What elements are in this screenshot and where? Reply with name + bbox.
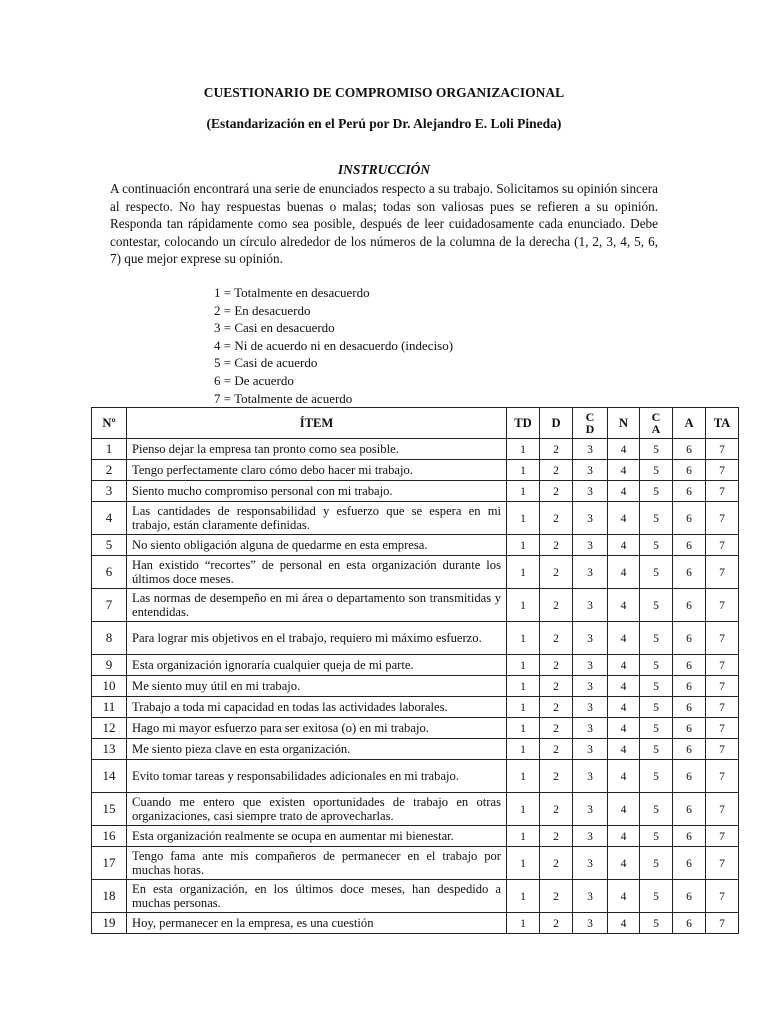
score-option-1[interactable]: 1 xyxy=(507,622,540,655)
header-cd-d: D xyxy=(585,422,595,436)
score-option-5[interactable]: 5 xyxy=(640,913,673,934)
score-option-7[interactable]: 7 xyxy=(706,676,739,697)
score-option-1[interactable]: 1 xyxy=(507,460,540,481)
score-option-1[interactable]: 1 xyxy=(507,439,540,460)
document-title: CUESTIONARIO DE COMPROMISO ORGANIZACIONAL xyxy=(203,85,565,100)
scale-item: 3 = Casi en desacuerdo xyxy=(214,320,335,336)
item-text: Tengo fama ante mis compañeros de permanecer en el trabajo por muchas horas. xyxy=(127,847,507,880)
score-option-5[interactable]: 5 xyxy=(640,556,673,589)
score-option-6[interactable]: 6 xyxy=(673,556,706,589)
scale-item: 1 = Totalmente en desacuerdo xyxy=(214,285,370,300)
score-option-3[interactable]: 3 xyxy=(573,913,608,934)
score-option-3[interactable]: 3 xyxy=(573,655,608,676)
instruction-text: A continuación encontrará una serie de enunciados respecto a su trabajo. Solicitamos su opinión sincera al respecto. No hay respuestas buenas o malas; todas son valiosas pues se refieren a su opinión. Responda tan rápidamente como sea posible, después de leer cuidadosamente cada enunciado. Debe contestar, colocando un círculo alrededor de los números de la columna de la derecha (1, 2, 3, 4, 5, 6, 7) que mejor exprese su opinión. xyxy=(110,181,658,267)
questionnaire-table xyxy=(91,407,739,934)
item-number: 19 xyxy=(92,913,127,934)
item-number: 18 xyxy=(92,880,127,913)
item-number: 16 xyxy=(92,826,127,847)
score-option-7[interactable]: 7 xyxy=(706,556,739,589)
score-option-3[interactable]: 3 xyxy=(573,676,608,697)
item-number: 6 xyxy=(92,556,127,589)
score-option-4[interactable]: 4 xyxy=(608,847,640,880)
score-option-5[interactable]: 5 xyxy=(640,697,673,718)
item-number: 5 xyxy=(92,535,127,556)
score-option-2[interactable]: 2 xyxy=(540,460,573,481)
item-text: Hago mi mayor esfuerzo para ser exitosa (o) en mi trabajo. xyxy=(127,718,507,739)
item-number: 11 xyxy=(92,697,127,718)
item-number: 9 xyxy=(92,655,127,676)
item-text: Las normas de desempeño en mi área o departamento son transmitidas y entendidas. xyxy=(127,589,507,622)
item-text: Las cantidades de responsabilidad y esfuerzo que se espera en mi trabajo, están claramente definidas. xyxy=(127,502,507,535)
score-option-1[interactable]: 1 xyxy=(507,655,540,676)
score-option-3[interactable]: 3 xyxy=(573,880,608,913)
item-number: 15 xyxy=(92,793,127,826)
item-number: 1 xyxy=(92,439,127,460)
score-option-3[interactable]: 3 xyxy=(573,589,608,622)
score-option-3[interactable]: 3 xyxy=(573,622,608,655)
score-option-3[interactable]: 3 xyxy=(573,535,608,556)
score-option-3[interactable]: 3 xyxy=(573,460,608,481)
score-option-7[interactable]: 7 xyxy=(706,826,739,847)
item-number: 2 xyxy=(92,460,127,481)
score-option-3[interactable]: 3 xyxy=(573,439,608,460)
item-number: 13 xyxy=(92,739,127,760)
score-option-6[interactable]: 6 xyxy=(673,697,706,718)
score-option-1[interactable]: 1 xyxy=(507,847,540,880)
table-row xyxy=(92,676,739,697)
table-row xyxy=(92,622,739,655)
item-text: Me siento pieza clave en esta organización. xyxy=(127,739,507,760)
score-option-4[interactable]: 4 xyxy=(608,556,640,589)
score-option-1[interactable]: 1 xyxy=(507,556,540,589)
score-option-3[interactable]: 3 xyxy=(573,481,608,502)
scale-item: 5 = Casi de acuerdo xyxy=(214,355,318,371)
score-option-1[interactable]: 1 xyxy=(507,535,540,556)
score-option-5[interactable]: 5 xyxy=(640,589,673,622)
score-option-2[interactable]: 2 xyxy=(540,439,573,460)
score-option-2[interactable]: 2 xyxy=(540,718,573,739)
score-option-2[interactable]: 2 xyxy=(540,793,573,826)
score-option-5[interactable]: 5 xyxy=(640,880,673,913)
score-option-3[interactable]: 3 xyxy=(573,739,608,760)
item-number: 12 xyxy=(92,718,127,739)
header-d: D xyxy=(540,408,573,439)
table-row xyxy=(92,739,739,760)
item-text: Trabajo a toda mi capacidad en todas las actividades laborales. xyxy=(127,697,507,718)
score-option-2[interactable]: 2 xyxy=(540,481,573,502)
item-text: Pienso dejar la empresa tan pronto como sea posible. xyxy=(127,439,507,460)
score-option-6[interactable]: 6 xyxy=(673,880,706,913)
score-option-6[interactable]: 6 xyxy=(673,622,706,655)
item-text: Hoy, permanecer en la empresa, es una cuestión xyxy=(127,913,507,934)
score-option-7[interactable]: 7 xyxy=(706,847,739,880)
score-option-3[interactable]: 3 xyxy=(573,556,608,589)
score-option-4[interactable]: 4 xyxy=(608,826,640,847)
score-option-4[interactable]: 4 xyxy=(608,481,640,502)
score-option-2[interactable]: 2 xyxy=(540,760,573,793)
score-option-4[interactable]: 4 xyxy=(608,655,640,676)
score-option-1[interactable]: 1 xyxy=(507,481,540,502)
response-scale xyxy=(214,284,453,407)
score-option-7[interactable]: 7 xyxy=(706,913,739,934)
score-option-6[interactable]: 6 xyxy=(673,793,706,826)
score-option-5[interactable]: 5 xyxy=(640,655,673,676)
score-option-1[interactable]: 1 xyxy=(507,793,540,826)
score-option-2[interactable]: 2 xyxy=(540,913,573,934)
score-option-6[interactable]: 6 xyxy=(673,913,706,934)
item-text: Cuando me entero que existen oportunidades de trabajo en otras organizaciones, casi siempre trato de aprovecharlas. xyxy=(127,793,507,826)
score-option-5[interactable]: 5 xyxy=(640,535,673,556)
table-row xyxy=(92,880,739,913)
score-option-7[interactable]: 7 xyxy=(706,622,739,655)
item-text: No siento obligación alguna de quedarme en esta empresa. xyxy=(127,535,507,556)
score-option-4[interactable]: 4 xyxy=(608,913,640,934)
score-option-1[interactable]: 1 xyxy=(507,502,540,535)
score-option-7[interactable]: 7 xyxy=(706,718,739,739)
score-option-2[interactable]: 2 xyxy=(540,622,573,655)
score-option-6[interactable]: 6 xyxy=(673,718,706,739)
score-option-1[interactable]: 1 xyxy=(507,718,540,739)
item-text: Han existido “recortes” de personal en esta organización durante los últimos doce meses. xyxy=(127,556,507,589)
score-option-6[interactable]: 6 xyxy=(673,847,706,880)
score-option-4[interactable]: 4 xyxy=(608,589,640,622)
score-option-2[interactable]: 2 xyxy=(540,655,573,676)
table-row xyxy=(92,913,739,934)
score-option-7[interactable]: 7 xyxy=(706,460,739,481)
score-option-4[interactable]: 4 xyxy=(608,622,640,655)
score-option-3[interactable]: 3 xyxy=(573,502,608,535)
score-option-4[interactable]: 4 xyxy=(608,676,640,697)
score-option-5[interactable]: 5 xyxy=(640,826,673,847)
header-ta: TA xyxy=(706,408,739,439)
score-option-5[interactable]: 5 xyxy=(640,718,673,739)
item-number: 8 xyxy=(92,622,127,655)
item-number: 10 xyxy=(92,676,127,697)
table-row xyxy=(92,847,739,880)
score-option-4[interactable]: 4 xyxy=(608,535,640,556)
score-option-4[interactable]: 4 xyxy=(608,739,640,760)
item-number: 3 xyxy=(92,481,127,502)
score-option-5[interactable]: 5 xyxy=(640,793,673,826)
score-option-1[interactable]: 1 xyxy=(507,697,540,718)
scale-item: 2 = En desacuerdo xyxy=(214,302,311,318)
table-row xyxy=(92,589,739,622)
score-option-7[interactable]: 7 xyxy=(706,793,739,826)
item-text: Siento mucho compromiso personal con mi trabajo. xyxy=(127,481,507,502)
score-option-2[interactable]: 2 xyxy=(540,502,573,535)
item-number: 4 xyxy=(92,502,127,535)
score-option-7[interactable]: 7 xyxy=(706,760,739,793)
score-option-2[interactable]: 2 xyxy=(540,676,573,697)
score-option-2[interactable]: 2 xyxy=(540,556,573,589)
table-row xyxy=(92,697,739,718)
score-option-2[interactable]: 2 xyxy=(540,697,573,718)
scale-item: 6 = De acuerdo xyxy=(214,372,294,388)
instruction-heading: INSTRUCCIÓN xyxy=(337,162,431,177)
header-ca-a: A xyxy=(651,422,661,436)
item-text: Tengo perfectamente claro cómo debo hacer mi trabajo. xyxy=(127,460,507,481)
score-option-7[interactable]: 7 xyxy=(706,880,739,913)
table-row xyxy=(92,556,739,589)
score-option-6[interactable]: 6 xyxy=(673,481,706,502)
score-option-5[interactable]: 5 xyxy=(640,760,673,793)
item-text: Esta organización ignoraría cualquier queja de mi parte. xyxy=(127,655,507,676)
score-option-4[interactable]: 4 xyxy=(608,880,640,913)
item-number: 14 xyxy=(92,760,127,793)
item-text: Para lograr mis objetivos en el trabajo, requiero mi máximo esfuerzo. xyxy=(127,622,507,655)
score-option-5[interactable]: 5 xyxy=(640,847,673,880)
score-option-4[interactable]: 4 xyxy=(608,793,640,826)
header-a: A xyxy=(673,408,706,439)
scale-item: 7 = Totalmente de acuerdo xyxy=(214,390,353,406)
header-ca xyxy=(640,408,673,439)
table-row xyxy=(92,535,739,556)
score-option-7[interactable]: 7 xyxy=(706,535,739,556)
table-row xyxy=(92,793,739,826)
score-option-6[interactable]: 6 xyxy=(673,655,706,676)
questionnaire-body xyxy=(92,439,739,934)
score-option-6[interactable]: 6 xyxy=(673,676,706,697)
score-option-4[interactable]: 4 xyxy=(608,439,640,460)
score-option-5[interactable]: 5 xyxy=(640,739,673,760)
table-row xyxy=(92,760,739,793)
document-subtitle: (Estandarización en el Perú por Dr. Alejandro E. Loli Pineda) xyxy=(206,116,562,131)
score-option-6[interactable]: 6 xyxy=(673,739,706,760)
item-text: Evito tomar tareas y responsabilidades adicionales en mi trabajo. xyxy=(127,760,507,793)
score-option-7[interactable]: 7 xyxy=(706,739,739,760)
score-option-6[interactable]: 6 xyxy=(673,826,706,847)
item-text: Esta organización realmente se ocupa en aumentar mi bienestar. xyxy=(127,826,507,847)
score-option-5[interactable]: 5 xyxy=(640,439,673,460)
score-option-5[interactable]: 5 xyxy=(640,460,673,481)
score-option-2[interactable]: 2 xyxy=(540,826,573,847)
header-cd xyxy=(573,408,608,439)
score-option-2[interactable]: 2 xyxy=(540,880,573,913)
score-option-6[interactable]: 6 xyxy=(673,460,706,481)
score-option-3[interactable]: 3 xyxy=(573,697,608,718)
score-option-7[interactable]: 7 xyxy=(706,502,739,535)
item-text: Me siento muy útil en mi trabajo. xyxy=(127,676,507,697)
table-header-row xyxy=(92,408,739,439)
score-option-5[interactable]: 5 xyxy=(640,481,673,502)
score-option-3[interactable]: 3 xyxy=(573,847,608,880)
table-row xyxy=(92,502,739,535)
score-option-2[interactable]: 2 xyxy=(540,589,573,622)
score-option-7[interactable]: 7 xyxy=(706,439,739,460)
score-option-5[interactable]: 5 xyxy=(640,622,673,655)
item-number: 17 xyxy=(92,847,127,880)
score-option-5[interactable]: 5 xyxy=(640,676,673,697)
score-option-7[interactable]: 7 xyxy=(706,589,739,622)
score-option-1[interactable]: 1 xyxy=(507,760,540,793)
score-option-3[interactable]: 3 xyxy=(573,760,608,793)
table-row xyxy=(92,481,739,502)
score-option-4[interactable]: 4 xyxy=(608,502,640,535)
table-row xyxy=(92,460,739,481)
score-option-3[interactable]: 3 xyxy=(573,718,608,739)
score-option-2[interactable]: 2 xyxy=(540,535,573,556)
score-option-2[interactable]: 2 xyxy=(540,847,573,880)
score-option-4[interactable]: 4 xyxy=(608,697,640,718)
score-option-7[interactable]: 7 xyxy=(706,481,739,502)
score-option-7[interactable]: 7 xyxy=(706,655,739,676)
score-option-1[interactable]: 1 xyxy=(507,676,540,697)
score-option-5[interactable]: 5 xyxy=(640,502,673,535)
table-row xyxy=(92,718,739,739)
score-option-1[interactable]: 1 xyxy=(507,826,540,847)
score-option-4[interactable]: 4 xyxy=(608,718,640,739)
score-option-1[interactable]: 1 xyxy=(507,913,540,934)
header-n: N xyxy=(608,408,640,439)
score-option-1[interactable]: 1 xyxy=(507,589,540,622)
score-option-6[interactable]: 6 xyxy=(673,535,706,556)
header-number: Nº xyxy=(92,408,127,439)
score-option-1[interactable]: 1 xyxy=(507,739,540,760)
scale-item: 4 = Ni de acuerdo ni en desacuerdo (indeciso) xyxy=(214,337,454,353)
score-option-6[interactable]: 6 xyxy=(673,589,706,622)
score-option-1[interactable]: 1 xyxy=(507,880,540,913)
header-item: ÍTEM xyxy=(127,408,507,439)
table-row xyxy=(92,826,739,847)
score-option-6[interactable]: 6 xyxy=(673,502,706,535)
header-ca-c: C xyxy=(651,409,661,424)
table-row xyxy=(92,439,739,460)
header-cd-c: C xyxy=(585,409,595,424)
score-option-2[interactable]: 2 xyxy=(540,739,573,760)
score-option-3[interactable]: 3 xyxy=(573,793,608,826)
item-text: En esta organización, en los últimos doce meses, han despedido a muchas personas. xyxy=(127,880,507,913)
header-td: TD xyxy=(507,408,540,439)
table-row xyxy=(92,655,739,676)
score-option-7[interactable]: 7 xyxy=(706,697,739,718)
score-option-4[interactable]: 4 xyxy=(608,460,640,481)
score-option-6[interactable]: 6 xyxy=(673,760,706,793)
item-number: 7 xyxy=(92,589,127,622)
score-option-3[interactable]: 3 xyxy=(573,826,608,847)
score-option-6[interactable]: 6 xyxy=(673,439,706,460)
score-option-4[interactable]: 4 xyxy=(608,760,640,793)
